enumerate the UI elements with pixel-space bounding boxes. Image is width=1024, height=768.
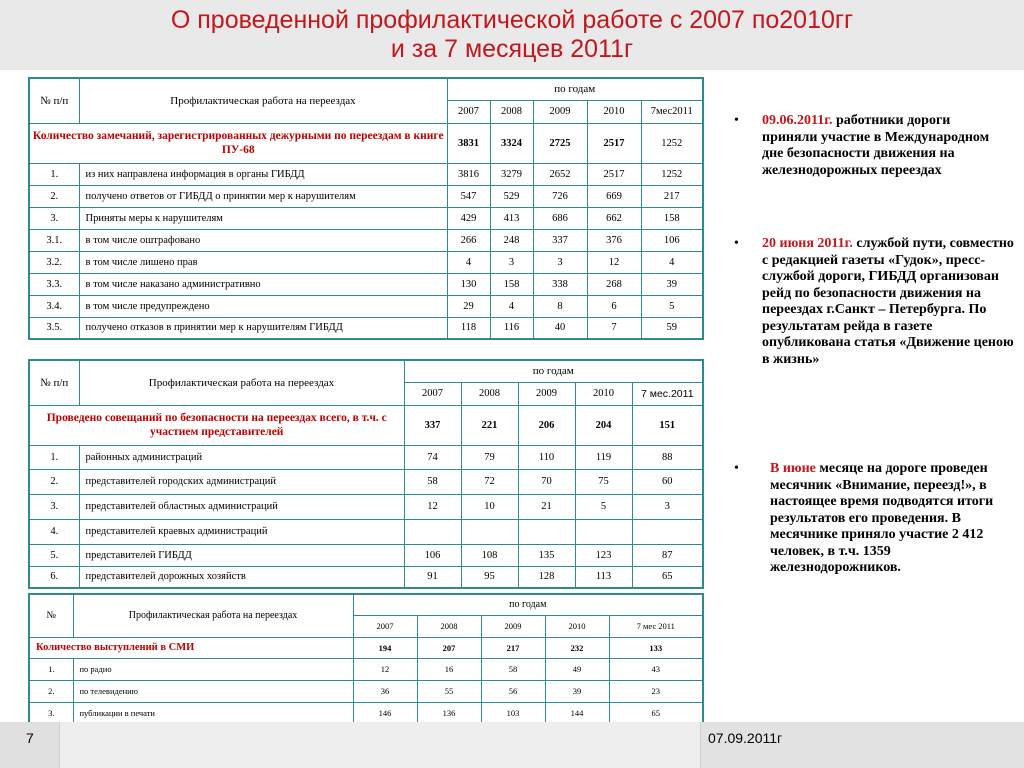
year-header: 7 мес 2011: [609, 615, 703, 637]
cell-value: 2652: [533, 163, 587, 185]
cell-value: 12: [587, 251, 641, 273]
total-value: 206: [518, 405, 575, 445]
cell-value: 39: [641, 273, 703, 295]
total-value: 133: [609, 637, 703, 658]
cell-value: 95: [461, 566, 518, 588]
cell-value: 158: [490, 273, 533, 295]
bullet-dot-icon: •: [734, 461, 739, 476]
cell-value: 75: [575, 469, 632, 494]
col-work-header: Профилактическая работа на переездах: [79, 360, 404, 405]
cell-value: 119: [575, 445, 632, 469]
cell-value: 36: [353, 680, 417, 702]
row-label: представителей областных администраций: [79, 494, 404, 519]
cell-value: 130: [447, 273, 490, 295]
bullet-date: В июне: [770, 461, 816, 476]
cell-value: 8: [533, 295, 587, 317]
table-row: [29, 229, 703, 251]
row-number: 3.3.: [29, 273, 79, 295]
cell-value: 10: [461, 494, 518, 519]
table-row: [29, 494, 703, 519]
row-label: публикации в печати: [73, 702, 353, 724]
table-row: [29, 317, 703, 339]
bullet-campaign: [734, 461, 1024, 577]
bullet-text: месяце на дороге проведен месячник «Внимание, переезд!», в настоящее время подводятся итоги результатов его проведения. В месячнике приняло участие 2 412 человек, в т.ч. 1359 железнодорожников.: [770, 461, 994, 575]
bullet-text: службой пути, совместно с редакцией газеты «Гудок», пресс- службой дороги, ГИБДД организован рейд по безопасности движения на переездах г.Санкт – Петербурга. По результатам рейда в газете опубликована статья «Движение ценою в жизнь»: [762, 236, 1014, 367]
bullet-dot-icon: •: [734, 236, 739, 251]
media-table: [28, 593, 704, 725]
cell-value: 16: [417, 658, 481, 680]
total-value: 232: [545, 637, 609, 658]
cell-value: [575, 519, 632, 544]
cell-value: 43: [609, 658, 703, 680]
complaints-table: [28, 77, 704, 340]
total-value: 217: [481, 637, 545, 658]
year-header: 2010: [587, 100, 641, 123]
total-row: [29, 637, 703, 658]
year-header: 2008: [461, 382, 518, 405]
total-value: 221: [461, 405, 518, 445]
total-value: 3324: [490, 123, 533, 163]
row-label: Приняты меры к нарушителям: [79, 207, 447, 229]
year-header: 2008: [490, 100, 533, 123]
cell-value: 547: [447, 185, 490, 207]
cell-value: 108: [461, 544, 518, 566]
title-line-2: и за 7 месяцев 2011г: [390, 35, 634, 63]
cell-value: [518, 519, 575, 544]
footer-middle: [60, 722, 700, 768]
row-label: из них направлена информация в органы ГИБДД: [79, 163, 447, 185]
bullet-safety-day: [734, 113, 1004, 179]
row-number: 4.: [29, 519, 79, 544]
cell-value: 135: [518, 544, 575, 566]
cell-value: 59: [641, 317, 703, 339]
cell-value: 5: [641, 295, 703, 317]
title-line-1: О проведенной профилактической работе с 2007 по2010гг: [170, 6, 854, 34]
col-number-header: № п/п: [29, 78, 79, 123]
table-row: [29, 519, 703, 544]
bullet-dot-icon: •: [734, 113, 739, 128]
cell-value: 268: [587, 273, 641, 295]
cell-value: 158: [641, 207, 703, 229]
row-label: районных администраций: [79, 445, 404, 469]
cell-value: 113: [575, 566, 632, 588]
cell-value: 3279: [490, 163, 533, 185]
cell-value: 106: [404, 544, 461, 566]
row-number: 2.: [29, 680, 73, 702]
cell-value: 118: [447, 317, 490, 339]
cell-value: 337: [533, 229, 587, 251]
total-label: Проведено совещаний по безопасности на переездах всего, в т.ч. с участием представителей: [29, 405, 404, 445]
total-value: 207: [417, 637, 481, 658]
table-row: [29, 566, 703, 588]
cell-value: 128: [518, 566, 575, 588]
row-number: 1.: [29, 445, 79, 469]
cell-value: 56: [481, 680, 545, 702]
col-years-header: по годам: [447, 78, 703, 100]
row-label: в том числе лишено прав: [79, 251, 447, 273]
row-number: 6.: [29, 566, 79, 588]
cell-value: 58: [404, 469, 461, 494]
cell-value: 217: [641, 185, 703, 207]
cell-value: 7: [587, 317, 641, 339]
cell-value: 58: [481, 658, 545, 680]
year-header: 7 мес.2011: [632, 382, 703, 405]
table-row: [29, 273, 703, 295]
table-row: [29, 544, 703, 566]
cell-value: 88: [632, 445, 703, 469]
total-row: [29, 405, 703, 445]
total-value: 194: [353, 637, 417, 658]
cell-value: 136: [417, 702, 481, 724]
row-number: 5.: [29, 544, 79, 566]
cell-value: 266: [447, 229, 490, 251]
cell-value: 72: [461, 469, 518, 494]
cell-value: 4: [641, 251, 703, 273]
cell-value: 6: [587, 295, 641, 317]
bullet-raid: [734, 236, 1014, 368]
cell-value: 662: [587, 207, 641, 229]
total-value: 337: [404, 405, 461, 445]
row-number: 3.: [29, 494, 79, 519]
year-header: 2009: [481, 615, 545, 637]
cell-value: 21: [518, 494, 575, 519]
total-value: 204: [575, 405, 632, 445]
cell-value: 79: [461, 445, 518, 469]
table-row: [29, 295, 703, 317]
total-row: [29, 123, 703, 163]
row-label: по телевидению: [73, 680, 353, 702]
year-header: 7мес2011: [641, 100, 703, 123]
cell-value: 2517: [587, 163, 641, 185]
year-header: 2010: [575, 382, 632, 405]
cell-value: 4: [490, 295, 533, 317]
cell-value: 4: [447, 251, 490, 273]
cell-value: 3: [533, 251, 587, 273]
slide-date: 07.09.2011г: [708, 730, 783, 746]
cell-value: 1252: [641, 163, 703, 185]
meetings-table: [28, 359, 704, 589]
cell-value: 338: [533, 273, 587, 295]
total-value: 2517: [587, 123, 641, 163]
cell-value: 29: [447, 295, 490, 317]
table-row: [29, 163, 703, 185]
cell-value: 103: [481, 702, 545, 724]
cell-value: 144: [545, 702, 609, 724]
cell-value: 3: [490, 251, 533, 273]
cell-value: 12: [404, 494, 461, 519]
row-number: 3.2.: [29, 251, 79, 273]
table-row: [29, 680, 703, 702]
cell-value: 3: [632, 494, 703, 519]
cell-value: [461, 519, 518, 544]
cell-value: 40: [533, 317, 587, 339]
cell-value: 146: [353, 702, 417, 724]
row-label: представителей дорожных хозяйств: [79, 566, 404, 588]
bullet-date: 09.06.2011г.: [762, 113, 833, 128]
col-number-header: №: [29, 594, 73, 637]
cell-value: 70: [518, 469, 575, 494]
row-number: 3.: [29, 702, 73, 724]
total-label: Количество замечаний, зарегистрированных дежурными по переездам в книге ПУ-68: [29, 123, 447, 163]
table-row: [29, 445, 703, 469]
year-header: 2007: [353, 615, 417, 637]
row-number: 3.1.: [29, 229, 79, 251]
cell-value: 106: [641, 229, 703, 251]
row-number: 2.: [29, 185, 79, 207]
total-value: 2725: [533, 123, 587, 163]
row-number: 3.: [29, 207, 79, 229]
col-number-header: № п/п: [29, 360, 79, 405]
cell-value: 65: [609, 702, 703, 724]
row-number: 3.5.: [29, 317, 79, 339]
year-header: 2009: [518, 382, 575, 405]
cell-value: 55: [417, 680, 481, 702]
cell-value: 110: [518, 445, 575, 469]
cell-value: 376: [587, 229, 641, 251]
table-row: [29, 251, 703, 273]
cell-value: 49: [545, 658, 609, 680]
total-value: 151: [632, 405, 703, 445]
year-header: 2007: [404, 382, 461, 405]
row-label: представителей городских администраций: [79, 469, 404, 494]
cell-value: 74: [404, 445, 461, 469]
row-label: в том числе наказано административно: [79, 273, 447, 295]
cell-value: 87: [632, 544, 703, 566]
row-label: в том числе оштрафовано: [79, 229, 447, 251]
total-value: 3831: [447, 123, 490, 163]
cell-value: 686: [533, 207, 587, 229]
cell-value: 65: [632, 566, 703, 588]
year-header: 2009: [533, 100, 587, 123]
cell-value: 726: [533, 185, 587, 207]
cell-value: 429: [447, 207, 490, 229]
cell-value: 39: [545, 680, 609, 702]
cell-value: 60: [632, 469, 703, 494]
table-row: [29, 207, 703, 229]
total-label: Количество выступлений в СМИ: [29, 637, 353, 658]
bullet-date: 20 июня 2011г.: [762, 236, 853, 251]
cell-value: 248: [490, 229, 533, 251]
row-label: получено ответов от ГИБДД о принятии мер к нарушителям: [79, 185, 447, 207]
row-number: 1.: [29, 658, 73, 680]
cell-value: [404, 519, 461, 544]
cell-value: 5: [575, 494, 632, 519]
cell-value: 529: [490, 185, 533, 207]
col-years-header: по годам: [404, 360, 703, 382]
cell-value: [632, 519, 703, 544]
row-label: представителей краевых администраций: [79, 519, 404, 544]
cell-value: 12: [353, 658, 417, 680]
table-row: [29, 469, 703, 494]
slide-footer: [0, 722, 1024, 768]
col-years-header: по годам: [353, 594, 703, 615]
table-row: [29, 702, 703, 724]
table-row: [29, 185, 703, 207]
bullet-text: работники дороги приняли участие в Международном дне безопасности движения на железнодорожных переездах: [762, 113, 990, 178]
cell-value: 3816: [447, 163, 490, 185]
row-number: 1.: [29, 163, 79, 185]
row-label: получено отказов в принятии мер к нарушителям ГИБДД: [79, 317, 447, 339]
year-header: 2008: [417, 615, 481, 637]
cell-value: 413: [490, 207, 533, 229]
row-label: по радио: [73, 658, 353, 680]
total-value: 1252: [641, 123, 703, 163]
cell-value: 23: [609, 680, 703, 702]
year-header: 2007: [447, 100, 490, 123]
slide-title: [0, 0, 1024, 70]
col-work-header: Профилактическая работа на переездах: [79, 78, 447, 123]
cell-value: 91: [404, 566, 461, 588]
row-number: 3.4.: [29, 295, 79, 317]
row-label: в том числе предупреждено: [79, 295, 447, 317]
table-row: [29, 658, 703, 680]
row-label: представителей ГИБДД: [79, 544, 404, 566]
cell-value: 669: [587, 185, 641, 207]
year-header: 2010: [545, 615, 609, 637]
col-work-header: Профилактическая работа на переездах: [73, 594, 353, 637]
cell-value: 116: [490, 317, 533, 339]
row-number: 2.: [29, 469, 79, 494]
cell-value: 123: [575, 544, 632, 566]
slide-number: 7: [26, 730, 34, 746]
